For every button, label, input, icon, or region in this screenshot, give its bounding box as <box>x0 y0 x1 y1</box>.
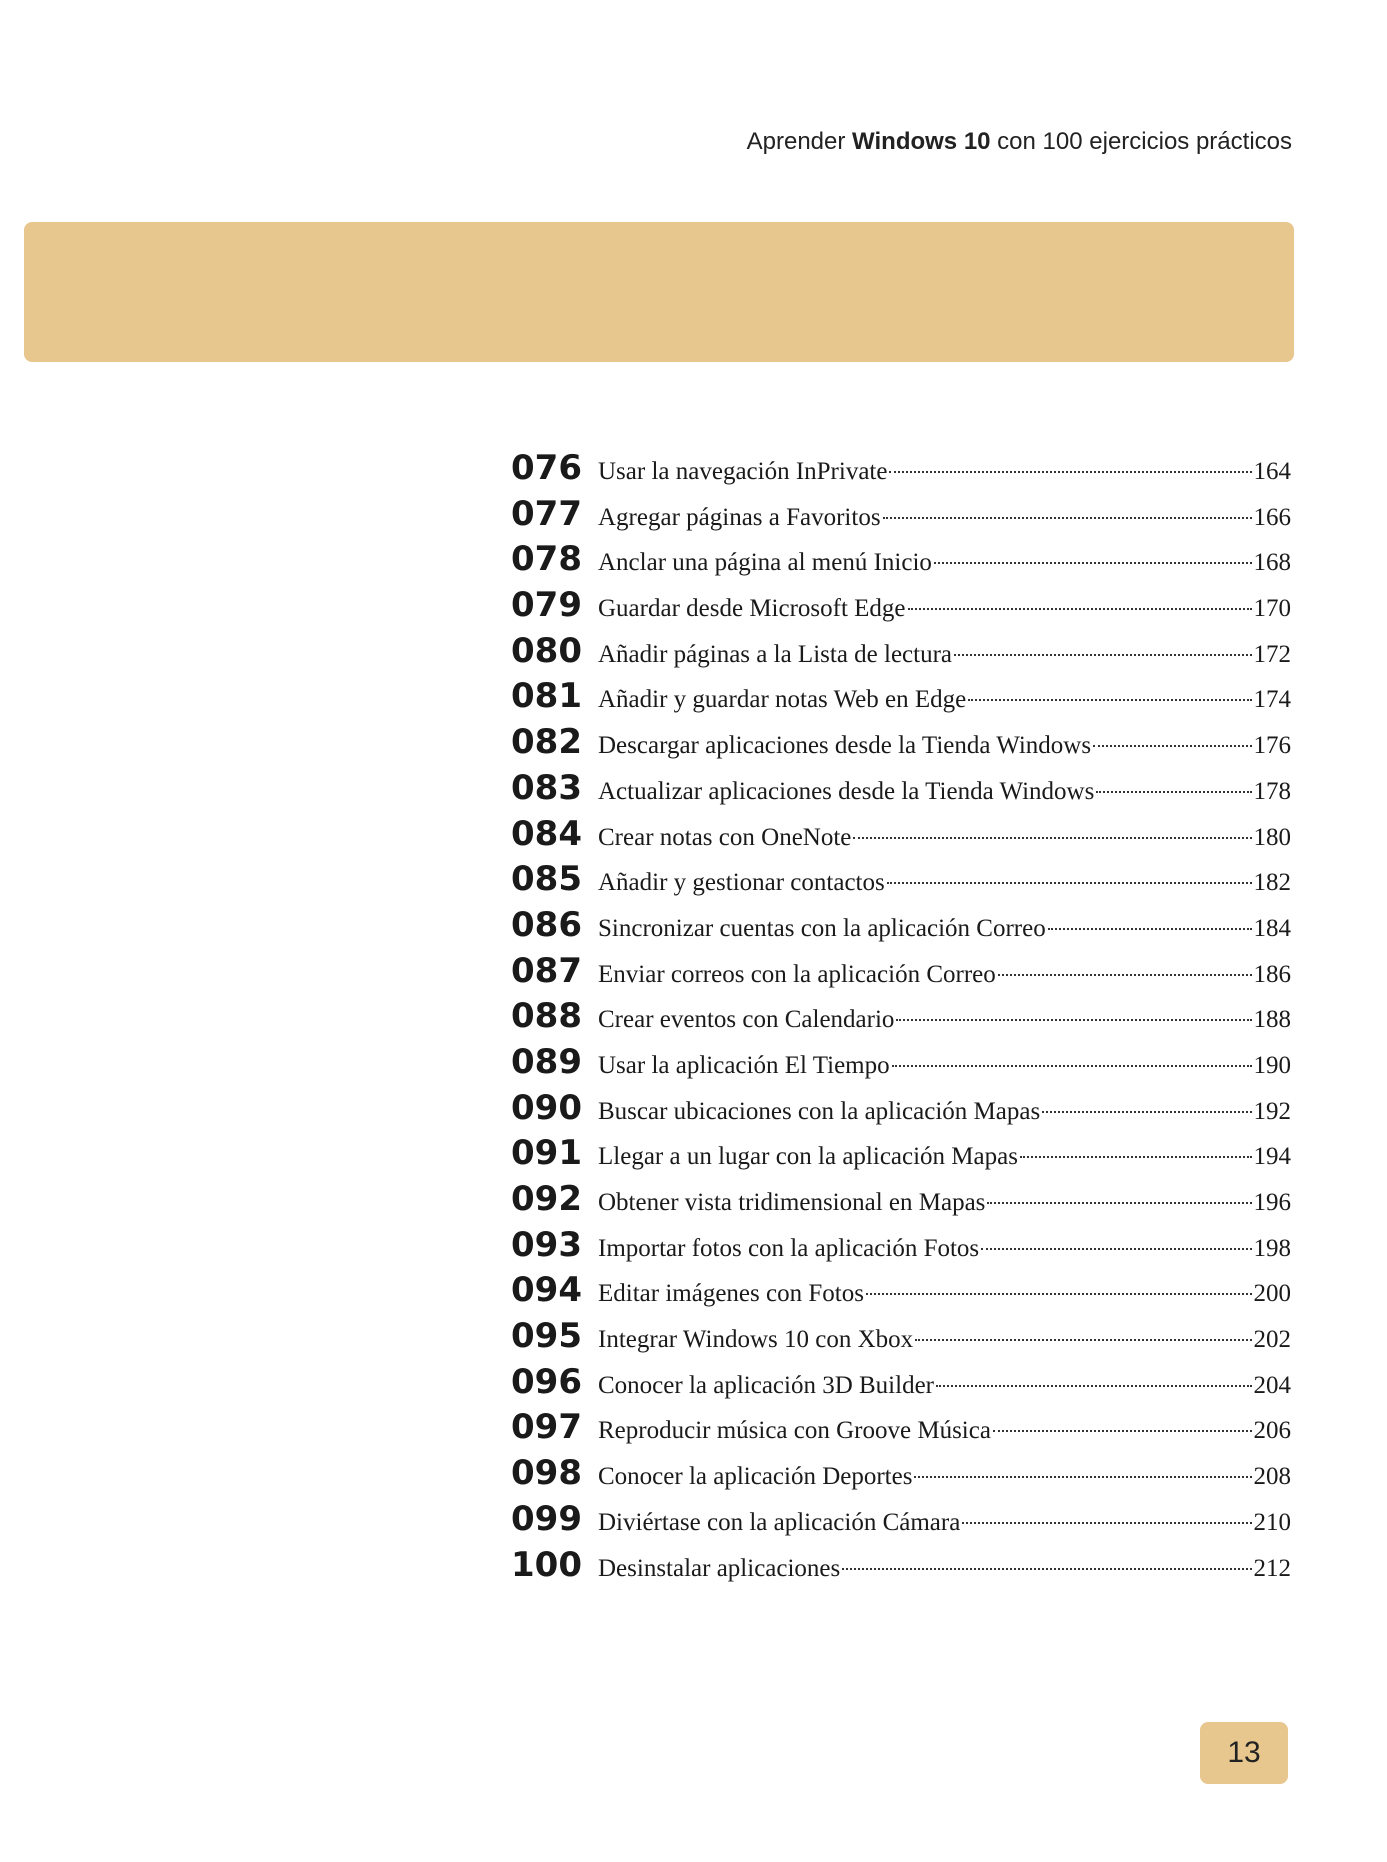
toc-entry[interactable] <box>511 494 1291 540</box>
toc-entry-page: 172 <box>1253 640 1291 668</box>
toc-entry-title: Usar la navegación InPrivate <box>598 458 888 485</box>
dot-leader <box>842 1568 1251 1570</box>
toc-entry-number: 092 <box>511 1179 582 1219</box>
toc-entry[interactable] <box>511 539 1291 585</box>
header-bold-title: Windows 10 <box>852 128 991 155</box>
toc-entry[interactable] <box>511 996 1291 1042</box>
toc-entry-title: Actualizar aplicaciones desde la Tienda Windows <box>598 777 1095 805</box>
toc-entry-title: Editar imágenes con Fotos <box>598 1280 864 1308</box>
dot-leader <box>915 1339 1251 1341</box>
toc-entry[interactable] <box>511 722 1291 768</box>
toc-entry[interactable] <box>511 859 1291 905</box>
page-number: 13 <box>1227 1736 1261 1769</box>
toc-entry-number: 094 <box>511 1270 582 1311</box>
toc-entry-page: 190 <box>1253 1051 1291 1079</box>
toc-entry-page: 176 <box>1253 732 1291 760</box>
toc-entry-title: Crear eventos con Calendario <box>598 1006 895 1034</box>
toc-entry-title: Sincronizar cuentas con la aplicación Correo <box>598 914 1046 942</box>
dot-leader <box>962 1522 1251 1524</box>
toc-entry-title: Guardar desde Microsoft Edge <box>598 595 906 623</box>
dot-leader <box>998 974 1252 976</box>
toc-entry-number: 097 <box>511 1407 582 1448</box>
toc-entry[interactable] <box>511 951 1291 997</box>
toc-entry-page: 206 <box>1253 1417 1291 1445</box>
dot-leader <box>883 517 1252 519</box>
dot-leader <box>1096 791 1251 793</box>
toc-entry-title: Integrar Windows 10 con Xbox <box>598 1326 914 1354</box>
toc-entry-number: 082 <box>511 722 582 763</box>
toc-entry-title: Descargar aplicaciones desde la Tienda Windows <box>598 732 1092 760</box>
toc-entry-page: 212 <box>1253 1554 1291 1582</box>
toc-entry-title: Llegar a un lugar con la aplicación Mapas <box>598 1143 1018 1171</box>
toc-entry[interactable] <box>511 1316 1291 1362</box>
dot-leader <box>954 654 1251 656</box>
toc-entry-title: Añadir páginas a la Lista de lectura <box>598 640 953 668</box>
toc-entry-page: 202 <box>1253 1326 1291 1354</box>
dot-leader <box>866 1293 1252 1295</box>
toc-entry-number: 088 <box>511 996 582 1037</box>
toc-entry-number: 093 <box>511 1224 582 1265</box>
toc-entry[interactable] <box>511 1362 1291 1408</box>
toc-entry-number: 099 <box>511 1498 582 1539</box>
toc-entry-page: 188 <box>1253 1006 1291 1034</box>
toc-entry-title: Crear notas con OneNote <box>598 823 852 851</box>
dot-leader <box>1093 745 1251 747</box>
toc-entry-page: 182 <box>1253 869 1291 897</box>
toc-entry[interactable] <box>511 631 1291 677</box>
toc-entry-page: 178 <box>1253 777 1291 805</box>
toc-entry-number: 091 <box>511 1133 582 1174</box>
toc-entry[interactable] <box>511 1545 1291 1591</box>
dot-leader <box>896 1019 1251 1021</box>
toc-entry[interactable] <box>511 448 1291 494</box>
toc-entry[interactable] <box>511 1499 1291 1545</box>
toc-entry-title: Usar la aplicación El Tiempo <box>598 1051 890 1079</box>
toc-entry-page: 208 <box>1253 1463 1291 1491</box>
dot-leader <box>1048 928 1252 930</box>
toc-entry[interactable] <box>511 814 1291 860</box>
dot-leader <box>914 1476 1251 1478</box>
toc-entry-page: 192 <box>1253 1097 1291 1125</box>
toc-entry[interactable] <box>511 1088 1291 1134</box>
toc-entry-number: 078 <box>511 539 582 580</box>
toc-entry-title: Anclar una página al menú Inicio <box>598 549 932 577</box>
toc-entry-title: Conocer la aplicación 3D Builder <box>598 1371 934 1399</box>
dot-leader <box>936 1385 1252 1387</box>
toc-entry-title: Añadir y gestionar contactos <box>598 869 885 897</box>
toc-entry-number: 083 <box>511 767 582 808</box>
toc-entry-number: 081 <box>511 676 582 717</box>
toc-entry-page: 204 <box>1253 1371 1291 1399</box>
toc-entry-title: Obtener vista tridimensional en Mapas <box>598 1189 986 1216</box>
toc-entry[interactable] <box>511 1453 1291 1499</box>
dot-leader <box>1042 1111 1251 1113</box>
toc-entry[interactable] <box>511 905 1291 951</box>
toc-entry-number: 086 <box>511 904 582 945</box>
dot-leader <box>889 471 1251 473</box>
toc-entry-page: 186 <box>1253 960 1291 988</box>
dot-leader <box>1020 1156 1252 1158</box>
toc-entry-number: 089 <box>511 1041 582 1082</box>
header-suffix: con 100 ejercicios prácticos <box>990 128 1292 155</box>
header-prefix: Aprender <box>746 128 853 155</box>
dot-leader <box>887 882 1252 884</box>
toc-entry-page: 170 <box>1253 595 1291 623</box>
toc-entry-number: 098 <box>511 1453 582 1494</box>
toc-entry[interactable] <box>511 676 1291 722</box>
toc-entry-title: Conocer la aplicación Deportes <box>598 1463 913 1491</box>
toc-entry-page: 168 <box>1253 549 1291 577</box>
running-header <box>747 128 1292 156</box>
toc-entry[interactable] <box>511 1133 1291 1179</box>
toc-entry-number: 079 <box>511 585 582 626</box>
toc-entry-page: 198 <box>1253 1234 1291 1262</box>
decorative-band <box>24 222 1294 362</box>
toc-entry-page: 166 <box>1253 503 1291 531</box>
toc-entry-number: 087 <box>511 950 582 991</box>
dot-leader <box>892 1065 1252 1067</box>
toc-entry-title: Diviértase con la aplicación Cámara <box>598 1508 961 1536</box>
toc-entry-number: 085 <box>511 859 582 900</box>
toc-entry-number: 080 <box>511 630 582 671</box>
table-of-contents <box>511 448 1291 1590</box>
toc-entry[interactable] <box>511 1225 1291 1271</box>
dot-leader <box>993 1430 1252 1432</box>
toc-entry[interactable] <box>511 1042 1291 1088</box>
toc-entry-number: 076 <box>511 448 582 488</box>
toc-entry[interactable] <box>511 585 1291 631</box>
dot-leader <box>934 562 1252 564</box>
toc-entry[interactable] <box>511 1179 1291 1225</box>
toc-entry-page: 196 <box>1253 1189 1291 1216</box>
toc-entry-title: Añadir y guardar notas Web en Edge <box>598 686 967 714</box>
toc-entry-title: Desinstalar aplicaciones <box>598 1554 841 1582</box>
toc-entry-number: 095 <box>511 1316 582 1357</box>
toc-entry-number: 090 <box>511 1087 582 1128</box>
page-number-badge <box>1200 1722 1288 1784</box>
toc-entry-page: 210 <box>1253 1508 1291 1536</box>
toc-entry-title: Agregar páginas a Favoritos <box>598 503 881 531</box>
toc-entry-title: Enviar correos con la aplicación Correo <box>598 960 996 988</box>
toc-entry-page: 200 <box>1253 1280 1291 1308</box>
toc-entry-number: 084 <box>511 813 582 854</box>
toc-entry-page: 164 <box>1253 458 1291 485</box>
dot-leader <box>981 1248 1251 1250</box>
toc-entry-number: 096 <box>511 1361 582 1402</box>
dot-leader <box>968 699 1251 701</box>
toc-entry[interactable] <box>511 1407 1291 1453</box>
toc-entry-number: 100 <box>511 1544 582 1585</box>
toc-entry[interactable] <box>511 1270 1291 1316</box>
dot-leader <box>853 837 1251 839</box>
toc-entry-page: 180 <box>1253 823 1291 851</box>
toc-entry-page: 174 <box>1253 686 1291 714</box>
toc-entry[interactable] <box>511 768 1291 814</box>
toc-entry-title: Reproducir música con Groove Música <box>598 1417 991 1445</box>
toc-entry-title: Importar fotos con la aplicación Fotos <box>598 1234 980 1262</box>
toc-entry-page: 194 <box>1253 1143 1291 1171</box>
toc-entry-page: 184 <box>1253 914 1291 942</box>
dot-leader <box>987 1202 1251 1204</box>
toc-entry-number: 077 <box>511 493 582 534</box>
toc-entry-title: Buscar ubicaciones con la aplicación Mapas <box>598 1097 1041 1125</box>
dot-leader <box>908 608 1252 610</box>
